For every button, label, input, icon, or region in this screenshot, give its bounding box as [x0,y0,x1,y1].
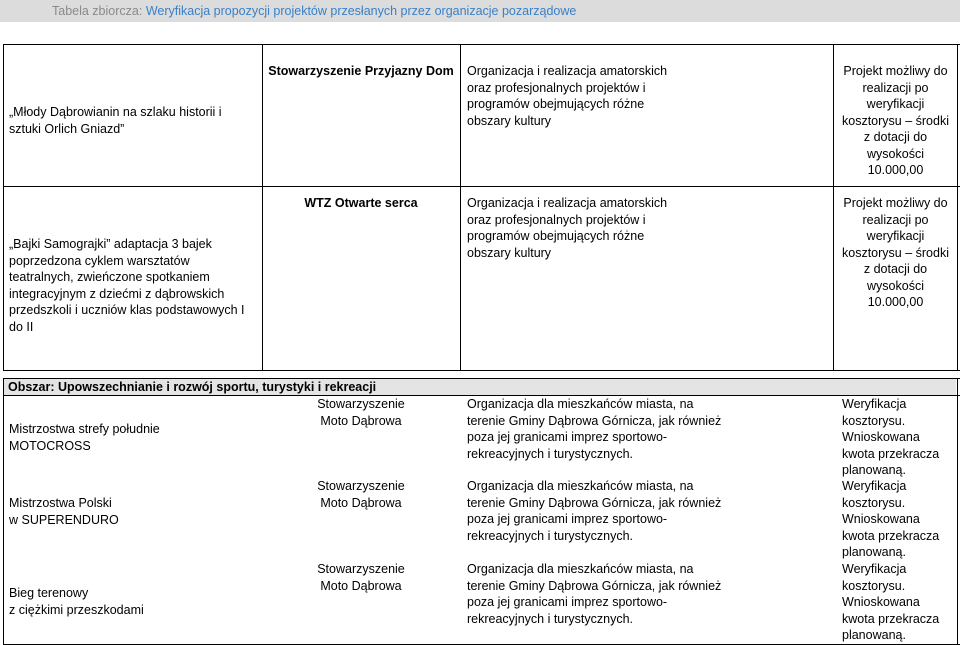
verification-cell: Projekt możliwy do realizacji po weryfikacji kosztorysu – środki z dotacji do wysokości 10.000,00 [842,196,949,309]
task-cell: Organizacja dla mieszkańców miasta, na terenie Gminy Dąbrowa Górnicza, jak również poza jej granicami imprez sportowo-rekreacyjnych i turystycznych. [467,562,722,626]
verification-cell: Projekt możliwy do realizacji po weryfikacji kosztorysu – środki z dotacji do wysokości 10.000,00 [842,64,949,177]
task-cell: Organizacja i realizacja amatorskich oraz profesjonalnych projektów i programów obejmujących różne obszary kultury [467,64,668,128]
verification-cell: Weryfikacja kosztorysu. Wnioskowana kwota przekracza planowaną. [842,479,940,559]
section-header: Obszar: Upowszechnianie i rozwój sportu, turystyki i rekreacji [4,379,956,395]
project-name-cell: Mistrzostwa strefy południe MOTOCROSS [9,422,160,453]
project-name-cell: „Młody Dąbrowianin na szlaku historii i sztuki Orlich Gniazd” [9,105,222,136]
organization-cell: Stowarzyszenie Moto Dąbrowa [317,479,405,510]
project-name-cell: Mistrzostwa Polski w SUPERENDURO [9,496,119,527]
project-name-cell: „Bajki Samograjki” adaptacja 3 bajek poprzedzona cyklem warsztatów teatralnych, zwieńczone spotkaniem integracyjnym z dziećmi z dąbrowskich przedszkoli i uczniów klas podstawowych I do II [9,237,245,334]
organization-cell: Stowarzyszenie Moto Dąbrowa [317,562,405,593]
task-cell: Organizacja dla mieszkańców miasta, na terenie Gminy Dąbrowa Górnicza, jak również poza jej granicami imprez sportowo-rekreacyjnych i turystycznych. [467,479,722,543]
organization-cell: Stowarzyszenie Moto Dąbrowa [317,397,405,428]
organization-cell: Stowarzyszenie Przyjazny Dom [268,64,454,78]
task-cell: Organizacja i realizacja amatorskich oraz profesjonalnych projektów i programów obejmujących różne obszary kultury [467,196,668,260]
verification-cell: Weryfikacja kosztorysu. Wnioskowana kwota przekracza planowaną. [842,397,940,477]
project-name-cell: Bieg terenowy z ciężkimi przeszkodami [9,586,144,617]
organization-cell: WTZ Otwarte serca [304,196,418,210]
task-cell: Organizacja dla mieszkańców miasta, na terenie Gminy Dąbrowa Górnicza, jak również poza jej granicami imprez sportowo-rekreacyjnych i turystycznych. [467,397,722,461]
document-title: Weryfikacja propozycji projektów przesłanych przez organizacje pozarządowe [145,4,577,18]
title-prefix: Tabela zbiorcza: [52,4,146,18]
verification-cell: Weryfikacja kosztorysu. Wnioskowana kwota przekracza planowaną. [842,562,940,642]
document-title-bar [0,0,960,22]
